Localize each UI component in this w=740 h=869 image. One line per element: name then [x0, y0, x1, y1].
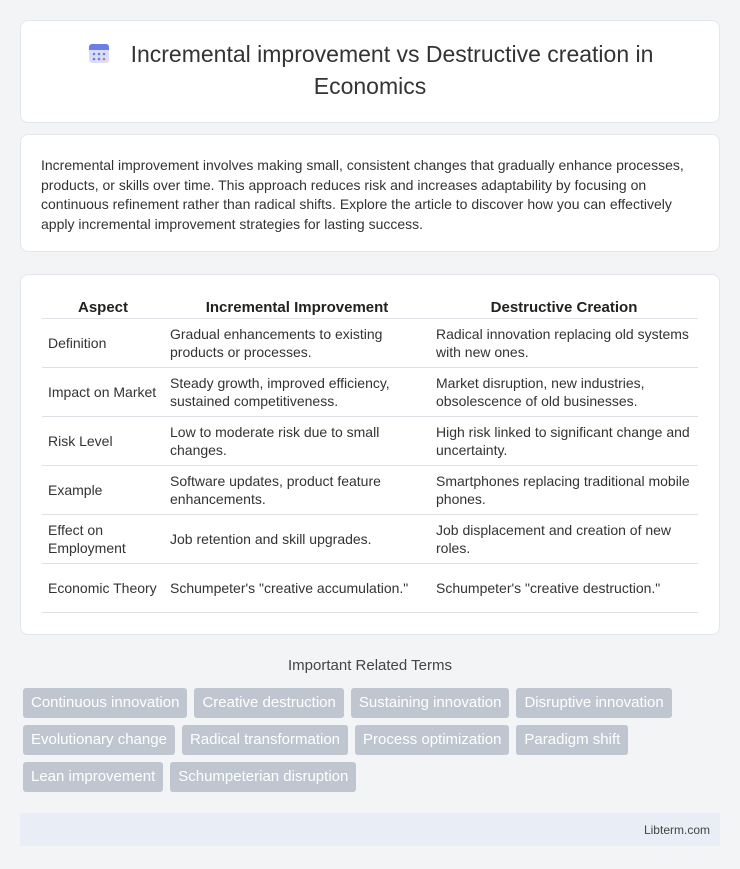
- table-row: [42, 319, 698, 368]
- title-card: [20, 20, 720, 123]
- row-incremental: Software updates, product feature enhancements.: [164, 466, 430, 515]
- intro-card: [20, 134, 720, 252]
- related-terms-section: [20, 657, 720, 792]
- column-header-incremental: Incremental Improvement: [164, 295, 430, 319]
- tag-sustaining-innovation[interactable]: Sustaining innovation: [351, 688, 510, 718]
- tag-evolutionary-change[interactable]: Evolutionary change: [23, 725, 175, 755]
- table-row: [42, 515, 698, 564]
- tag-paradigm-shift[interactable]: Paradigm shift: [516, 725, 628, 755]
- row-incremental: Schumpeter's "creative accumulation.": [164, 564, 430, 613]
- page-title: Incremental improvement vs Destructive creation in Economics: [130, 40, 654, 99]
- intro-paragraph: Incremental improvement involves making small, consistent changes that gradually enhance processes, products, or skills over time. This approach reduces risk and increases adaptability by focusing on continuous refinement rather than radical shifts. Explore the article to discover how you can effectively apply incremental improvement strategies for lasting success.: [41, 157, 684, 232]
- row-incremental: Gradual enhancements to existing products or processes.: [164, 319, 430, 368]
- tag-radical-transformation[interactable]: Radical transformation: [182, 725, 348, 755]
- tag-creative-destruction[interactable]: Creative destruction: [194, 688, 343, 718]
- tag-schumpeterian-disruption[interactable]: Schumpeterian disruption: [170, 762, 356, 792]
- row-destructive: Radical innovation replacing old systems with new ones.: [430, 319, 698, 368]
- table-row: [42, 564, 698, 613]
- related-terms-title: Important Related Terms: [288, 657, 452, 674]
- tag-process-optimization[interactable]: Process optimization: [355, 725, 509, 755]
- row-incremental: Job retention and skill upgrades.: [164, 515, 430, 564]
- table-row: [42, 368, 698, 417]
- table-header-row: [42, 295, 698, 319]
- row-destructive: Schumpeter's "creative destruction.": [430, 564, 698, 613]
- row-incremental: Low to moderate risk due to small changes.: [164, 417, 430, 466]
- table-row: [42, 417, 698, 466]
- tag-continuous-innovation[interactable]: Continuous innovation: [23, 688, 187, 718]
- row-aspect: Effect on Employment: [42, 515, 164, 564]
- row-destructive: High risk linked to significant change and uncertainty.: [430, 417, 698, 466]
- related-terms-list: [20, 688, 720, 792]
- row-aspect: Impact on Market: [42, 368, 164, 417]
- footer-site-link[interactable]: Libterm.com: [643, 822, 710, 837]
- table-row: [42, 466, 698, 515]
- row-aspect: Example: [42, 466, 164, 515]
- row-destructive: Smartphones replacing traditional mobile phones.: [430, 466, 698, 515]
- comparison-card: [20, 274, 720, 635]
- row-aspect: Economic Theory: [42, 564, 164, 613]
- column-header-destructive: Destructive Creation: [430, 295, 698, 319]
- row-aspect: Definition: [42, 319, 164, 368]
- row-destructive: Market disruption, new industries, obsolescence of old businesses.: [430, 368, 698, 417]
- row-incremental: Steady growth, improved efficiency, sustained competitiveness.: [164, 368, 430, 417]
- row-aspect: Risk Level: [42, 417, 164, 466]
- calendar-icon: [87, 41, 111, 65]
- comparison-table: [42, 295, 698, 613]
- tag-lean-improvement[interactable]: Lean improvement: [23, 762, 163, 792]
- column-header-aspect: Aspect: [42, 295, 164, 319]
- tag-disruptive-innovation[interactable]: Disruptive innovation: [516, 688, 671, 718]
- row-destructive: Job displacement and creation of new roles.: [430, 515, 698, 564]
- footer: [20, 813, 720, 846]
